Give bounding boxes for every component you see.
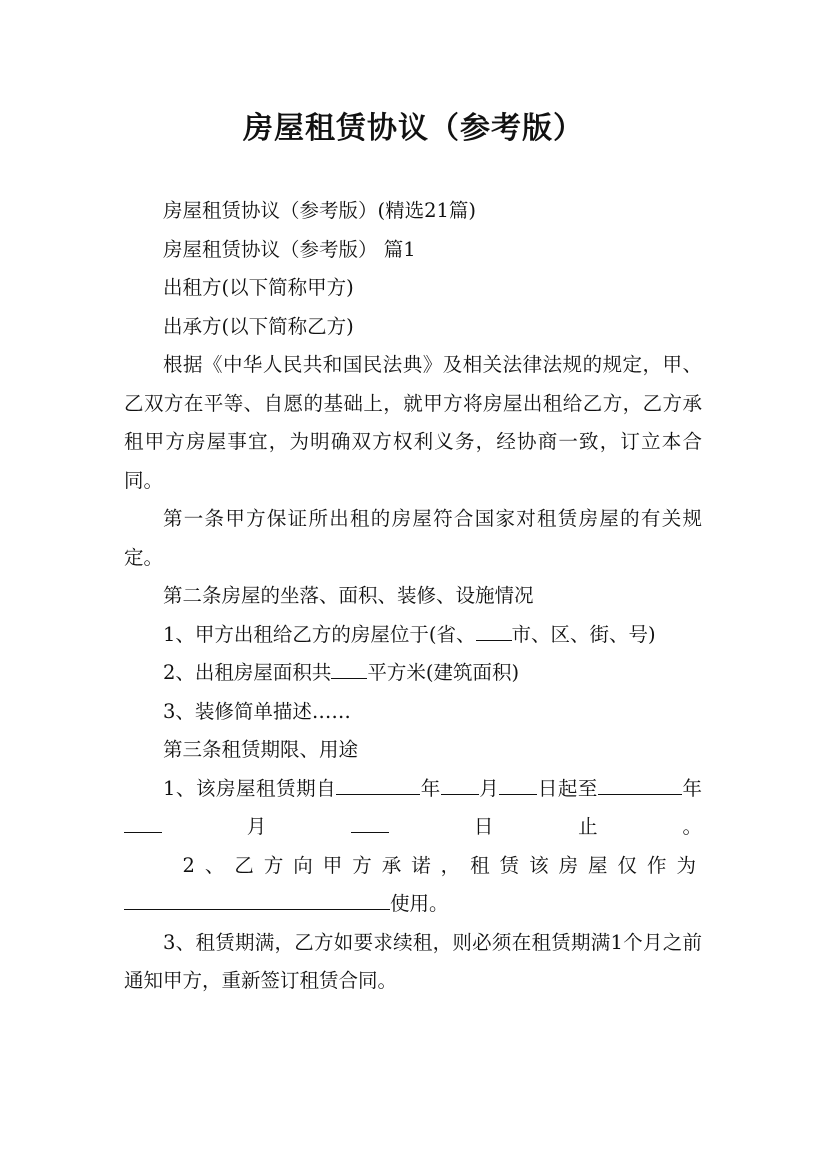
text-segment: 1、甲方出租给乙方的房屋位于(省、 — [163, 622, 476, 646]
blank-line — [476, 619, 512, 640]
text-segment: 日起至 — [537, 776, 598, 800]
text-segment: 日止。 — [389, 815, 702, 838]
text-segment: 月 — [478, 776, 500, 800]
paragraph-location — [124, 616, 702, 655]
blank-line — [336, 773, 420, 794]
blank-line — [124, 812, 162, 833]
paragraph-area — [124, 654, 702, 693]
blank-line — [351, 812, 389, 833]
text-segment: 2、乙方向甲方承诺，租赁该房屋仅作为 — [182, 853, 702, 877]
paragraph-lessor: 出租方(以下简称甲方) — [163, 276, 354, 299]
paragraph-article-1: 第一条甲方保证所出租的房屋符合国家对租赁房屋的有关规定。 — [124, 507, 702, 569]
blank-line — [598, 773, 682, 794]
blank-line — [499, 773, 537, 794]
paragraph-article-3: 第三条租赁期限、用途 — [163, 738, 359, 761]
text-segment: 1、该房屋租赁期自 — [163, 776, 337, 800]
text-segment: 年 — [420, 776, 441, 800]
paragraph-usage — [124, 847, 702, 924]
text-segment: 2、出租房屋面积共 — [163, 661, 332, 684]
blank-line — [441, 773, 479, 794]
blank-line — [124, 889, 390, 910]
paragraph-preamble: 根据《中华人民共和国民法典》及相关法律法规的规定，甲、乙双方在平等、自愿的基础上，就甲方将房屋出租给乙方，乙方承租甲方房屋事宜，为明确双方权利义务，经协商一致，订立本合同。 — [124, 353, 702, 492]
text-segment: 月 — [162, 815, 352, 838]
text-segment: 市、区、街、号) — [511, 622, 656, 646]
document-body — [124, 192, 702, 1001]
paragraph-article-2: 第二条房屋的坐落、面积、装修、设施情况 — [163, 584, 534, 607]
blank-line — [331, 658, 367, 679]
paragraph-subtitle: 房屋租赁协议（参考版）(精选21篇) — [163, 199, 477, 222]
text-segment: 平方米(建筑面积) — [367, 661, 520, 684]
paragraph-decoration: 3、装修简单描述…… — [163, 699, 351, 723]
text-segment: 使用。 — [390, 892, 449, 915]
document-title: 房屋租赁协议（参考版） — [243, 111, 584, 146]
paragraph-section-heading: 房屋租赁协议（参考版） 篇1 — [163, 237, 416, 261]
paragraph-renewal: 3、租赁期满，乙方如要求续租，则必须在租赁期满1个月之前通知甲方，重新签订租赁合同。 — [124, 930, 702, 992]
paragraph-lessee: 出承方(以下简称乙方) — [163, 314, 354, 338]
paragraph-lease-term — [124, 770, 702, 847]
text-segment: 年 — [681, 776, 702, 800]
